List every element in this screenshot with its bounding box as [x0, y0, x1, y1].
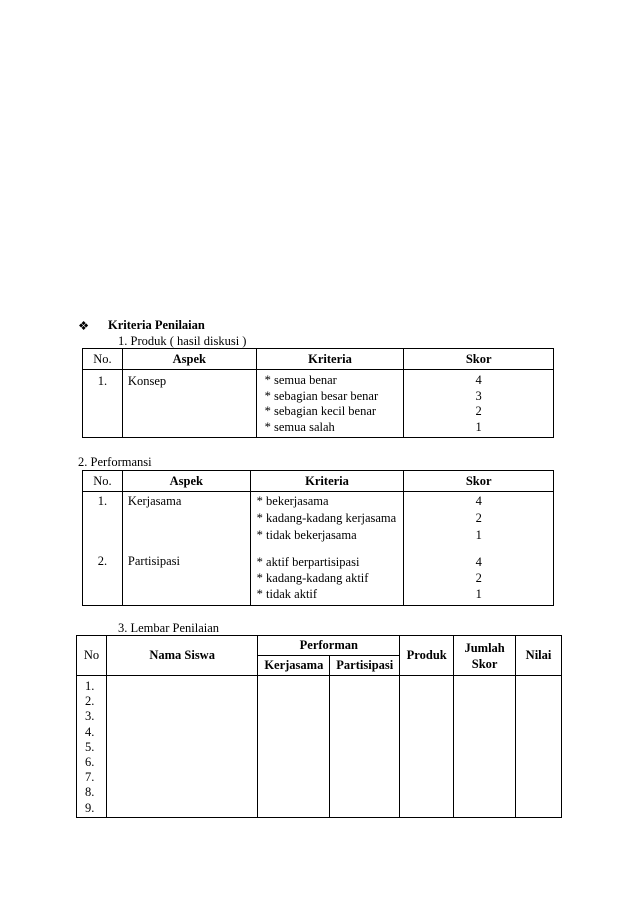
performansi-heading: 2. Performansi	[78, 455, 152, 469]
header-no: No.	[83, 349, 123, 370]
row-aspek: Partisipasi	[122, 554, 250, 606]
header-kriteria: Kriteria	[256, 349, 404, 370]
table-row	[77, 676, 562, 818]
header-jumlah-skor: Jumlah Skor	[454, 636, 516, 676]
header-partisipasi: Partisipasi	[330, 656, 400, 676]
produk-cell[interactable]	[400, 676, 454, 818]
partisipasi-cell[interactable]	[330, 676, 400, 818]
lembar-table	[76, 635, 562, 818]
row-kriteria: * semua benar * sebagian besar benar * sebagian kecil benar * semua salah	[256, 370, 404, 438]
header-no: No	[77, 636, 107, 676]
header-nama-siswa: Nama Siswa	[106, 636, 257, 676]
row-kriteria: * aktif berpartisipasi * kadang-kadang aktif * tidak aktif	[250, 554, 404, 606]
nilai-cell[interactable]	[516, 676, 562, 818]
header-aspek: Aspek	[122, 349, 256, 370]
header-performan: Performan	[258, 636, 400, 656]
produk-heading: 1. Produk ( hasil diskusi )	[118, 334, 247, 348]
table-row	[83, 370, 554, 438]
list-item: 9.	[85, 800, 95, 815]
number-column	[77, 676, 107, 818]
row-aspek: Konsep	[122, 370, 256, 438]
nama-siswa-cell[interactable]	[106, 676, 257, 818]
header-kerjasama: Kerjasama	[258, 656, 330, 676]
header-aspek: Aspek	[122, 471, 250, 492]
header-skor: Skor	[404, 471, 554, 492]
row-no: 1.	[83, 492, 123, 554]
header-no: No.	[83, 471, 123, 492]
section-title: Kriteria Penilaian	[108, 318, 205, 332]
header-kriteria: Kriteria	[250, 471, 404, 492]
header-skor: Skor	[404, 349, 554, 370]
list-item: 1.	[85, 679, 95, 693]
header-produk: Produk	[400, 636, 454, 676]
performansi-table	[82, 470, 554, 606]
row-aspek: Kerjasama	[122, 492, 250, 554]
list-item: 8.	[85, 785, 95, 800]
row-kriteria: * bekerjasama * kadang-kadang kerjasama * tidak bekerjasama	[250, 492, 404, 554]
header-nilai: Nilai	[516, 636, 562, 676]
row-skor: 4 2 1	[404, 554, 554, 606]
produk-table	[82, 348, 554, 438]
list-item: 4.	[85, 724, 95, 739]
row-skor: 4 2 1	[404, 492, 554, 554]
list-item: 6.	[85, 755, 95, 770]
table-row	[83, 492, 554, 554]
kerjasama-cell[interactable]	[258, 676, 330, 818]
jumlah-skor-cell[interactable]	[454, 676, 516, 818]
list-item: 5.	[85, 739, 95, 754]
row-skor: 4 3 2 1	[404, 370, 554, 438]
table-row	[83, 554, 554, 606]
diamond-bullet-icon: ❖	[78, 319, 90, 333]
lembar-heading: 3. Lembar Penilaian	[118, 621, 220, 635]
row-no: 1.	[83, 370, 123, 438]
list-item: 3.	[85, 709, 95, 724]
list-item: 2.	[85, 694, 95, 709]
list-item: 7.	[85, 770, 95, 785]
row-no: 2.	[83, 554, 123, 606]
